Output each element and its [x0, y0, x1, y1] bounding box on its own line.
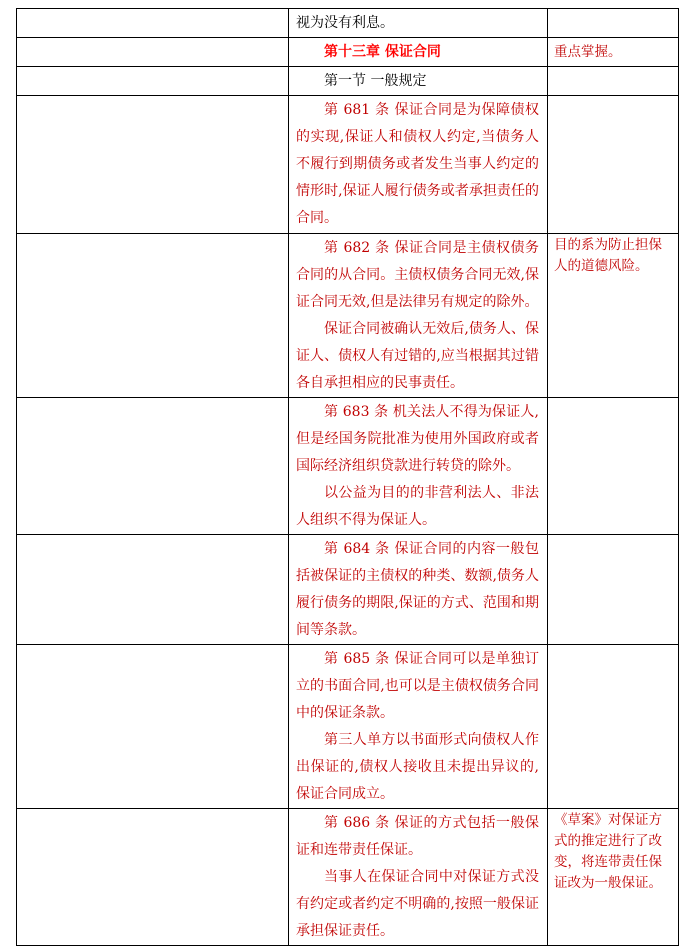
note-cell — [548, 398, 679, 535]
left-cell — [17, 38, 289, 67]
provision-cell — [289, 809, 548, 946]
note-cell — [548, 535, 679, 645]
table-row — [17, 9, 679, 38]
table-row — [17, 38, 679, 67]
article-683: 第 683 条 机关法人不得为保证人,但是经国务院批准为使用外国政府或者国际经济组织贷款进行转贷的除外。 — [296, 404, 539, 474]
note-cell — [548, 234, 679, 398]
table-row — [17, 96, 679, 234]
note-text — [548, 67, 678, 68]
note-cell — [548, 645, 679, 809]
article-683-para-2: 以公益为目的的非营利法人、非法人组织不得为保证人。 — [296, 485, 539, 528]
provision-cell — [289, 535, 548, 645]
article-686: 第 686 条 保证的方式包括一般保证和连带责任保证。 — [296, 815, 539, 858]
provision-cell — [289, 96, 548, 234]
note-text — [548, 96, 678, 97]
provision-cell — [289, 38, 548, 67]
left-cell — [17, 67, 289, 96]
left-cell — [17, 9, 289, 38]
table-row — [17, 535, 679, 645]
chapter-heading: 第十三章 保证合同 — [324, 44, 441, 60]
table-row — [17, 67, 679, 96]
article-686-para-2: 当事人在保证合同中对保证方式没有约定或者约定不明确的,按照一般保证承担保证责任。 — [296, 869, 539, 939]
article-682: 第 682 条 保证合同是主债权债务合同的从合同。主债权债务合同无效,保证合同无效,但是法律另有规定的除外。 — [296, 240, 539, 310]
provision-cell — [289, 645, 548, 809]
note-text — [548, 535, 678, 536]
provision-cell — [289, 9, 548, 38]
note-text: 目的系为防止担保人的道德风险。 — [554, 237, 662, 274]
provision-cell — [289, 67, 548, 96]
note-cell — [548, 9, 679, 38]
article-685-para-2: 第三人单方以书面形式向债权人作出保证的,债权人接收且未提出异议的,保证合同成立。 — [296, 732, 539, 802]
note-text: 重点掌握。 — [554, 44, 622, 60]
left-cell — [17, 535, 289, 645]
note-cell — [548, 809, 679, 946]
left-cell — [17, 234, 289, 398]
left-cell — [17, 809, 289, 946]
note-text: 《草案》对保证方式的推定进行了改变，将连带责任保证改为一般保证。 — [554, 812, 662, 891]
table-row — [17, 398, 679, 535]
left-cell — [17, 96, 289, 234]
note-cell — [548, 96, 679, 234]
provision-text: 视为没有利息。 — [296, 15, 394, 31]
article-684: 第 684 条 保证合同的内容一般包括被保证的主债权的种类、数额,债务人履行债务的期限,保证的方式、范围和期间等条款。 — [296, 541, 539, 638]
note-text — [548, 9, 678, 10]
note-text — [548, 398, 678, 399]
left-cell — [17, 398, 289, 535]
section-heading: 第一节 一般规定 — [324, 73, 427, 89]
article-681: 第 681 条 保证合同是为保障债权的实现,保证人和债权人约定,当债务人不履行到期债务或者发生当事人约定的情形时,保证人履行债务或者承担责任的合同。 — [296, 102, 539, 226]
article-682-para-2: 保证合同被确认无效后,债务人、保证人、债权人有过错的,应当根据其过错各自承担相应的民事责任。 — [296, 321, 539, 391]
note-text — [548, 645, 678, 646]
table-row — [17, 809, 679, 946]
left-cell — [17, 645, 289, 809]
provision-cell — [289, 398, 548, 535]
article-685: 第 685 条 保证合同可以是单独订立的书面合同,也可以是主债权债务合同中的保证条款。 — [296, 651, 539, 721]
comparison-table — [16, 8, 679, 946]
table-row — [17, 234, 679, 398]
provision-cell — [289, 234, 548, 398]
note-cell — [548, 67, 679, 96]
note-cell — [548, 38, 679, 67]
table-row — [17, 645, 679, 809]
